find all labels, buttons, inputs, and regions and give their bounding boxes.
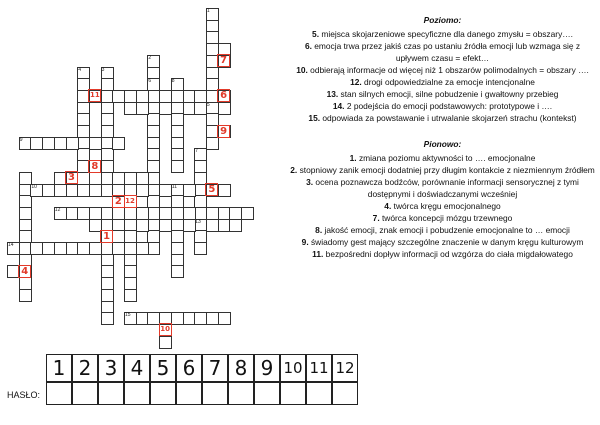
- crossword-cell[interactable]: [66, 137, 79, 150]
- clue-start-number: 11: [171, 183, 177, 190]
- clue-start-number: 7: [195, 148, 198, 155]
- clue-text: ocena poznawcza bodźców, porównanie informacji sensorycznej z tymi dostępnymi i doświadczanymi wcześniej: [313, 177, 579, 199]
- clue-number: 14.: [332, 101, 345, 111]
- crossword-cell[interactable]: [194, 102, 207, 115]
- password-letter-marker: 11: [88, 89, 101, 102]
- crossword-cell[interactable]: [136, 184, 149, 197]
- crossword-cell[interactable]: [124, 289, 137, 302]
- across-clue: [290, 76, 595, 88]
- password-letter-box[interactable]: [202, 382, 228, 405]
- password-number: 7: [202, 354, 228, 382]
- password-number: 8: [228, 354, 254, 382]
- password-letter-box[interactable]: [176, 382, 202, 405]
- clue-text: twórca koncepcji mózgu trzewnego: [379, 213, 513, 223]
- crossword-cell[interactable]: [218, 184, 231, 197]
- clue-text: świadomy gest mający szczególne znaczenie w danym kręgu kulturowym: [308, 237, 584, 247]
- password-letter-box[interactable]: [98, 382, 124, 405]
- crossword-cell[interactable]: [159, 184, 172, 197]
- crossword-cell[interactable]: [171, 265, 184, 278]
- password-letter-marker: 6: [217, 89, 230, 102]
- down-clue: [290, 212, 595, 224]
- clue-number: 10.: [296, 65, 308, 75]
- clue-start-number: 9: [19, 136, 23, 143]
- clue-start-number: 2: [148, 54, 152, 61]
- password-letter-box[interactable]: [46, 382, 72, 405]
- password-letter-marker: 8: [88, 160, 101, 173]
- password-letter-marker: 7: [217, 54, 230, 67]
- clue-number: 7.: [372, 213, 380, 223]
- password-number: 10: [280, 354, 306, 382]
- clue-number: 4.: [384, 201, 392, 211]
- password-letter-box[interactable]: [306, 382, 332, 405]
- clue-number: 8.: [315, 225, 323, 235]
- password-letter-marker: 3: [65, 171, 78, 184]
- across-clue: [290, 100, 595, 112]
- password-letter-marker: 2: [112, 195, 125, 208]
- password-letter-box[interactable]: [228, 382, 254, 405]
- clue-number: 13.: [326, 89, 339, 99]
- clue-text: miejsca skojarzeniowe specyficzne dla danego zmysłu = obszary….: [319, 29, 573, 39]
- crossword-cell[interactable]: [136, 219, 149, 232]
- clue-start-number: 14: [8, 242, 14, 248]
- password-letter-marker: 10: [159, 323, 172, 336]
- crossword-cell[interactable]: [159, 219, 172, 232]
- across-clues: [290, 28, 595, 124]
- crossword-cell[interactable]: [241, 207, 254, 220]
- clue-number: 9.: [301, 237, 309, 247]
- password-number: 12: [332, 354, 358, 382]
- clue-start-number: 3: [101, 66, 105, 73]
- password-letter-marker: 4: [18, 265, 31, 278]
- password-number: 2: [72, 354, 98, 382]
- crossword-cell[interactable]: [89, 242, 102, 255]
- down-clue: [290, 224, 595, 236]
- crossword-cell[interactable]: [171, 160, 184, 173]
- clue-text: stan silnych emocji, silne pobudzenie i gwałtowny przebieg: [338, 89, 559, 99]
- password-number: 6: [176, 354, 202, 382]
- password-number: 11: [306, 354, 332, 382]
- across-clue: [290, 112, 595, 124]
- clue-number: 1.: [349, 153, 357, 163]
- crossword-cell[interactable]: [183, 219, 196, 232]
- password-number: 9: [254, 354, 280, 382]
- clue-start-number: 1: [206, 8, 210, 14]
- clues-panel: [290, 14, 595, 260]
- down-clue: [290, 176, 595, 200]
- across-clue: [290, 64, 595, 76]
- crossword-cell[interactable]: [159, 102, 172, 115]
- crossword-cell[interactable]: [206, 137, 219, 150]
- down-clue: [290, 200, 595, 212]
- clue-number: 12.: [350, 77, 362, 87]
- password-letter-box[interactable]: [254, 382, 280, 405]
- clue-number: 11.: [312, 249, 324, 259]
- clue-start-number: 5: [206, 101, 210, 108]
- crossword-cell[interactable]: [101, 312, 114, 325]
- clue-text: odpowiada za powstawanie i utrwalanie skojarzeń strachu (kontekst): [320, 113, 577, 123]
- password-number: 4: [124, 354, 150, 382]
- clue-start-number: 8: [171, 78, 175, 85]
- crossword-cell[interactable]: [89, 137, 102, 150]
- password-letter-box[interactable]: [124, 382, 150, 405]
- crossword-cell[interactable]: [112, 242, 125, 255]
- across-clue: [290, 28, 595, 40]
- down-clue: [290, 248, 595, 260]
- clue-text: 2 podejścia do emocji podstawowych: prototypowe i ….: [344, 101, 553, 111]
- clue-text: emocja trwa przez jakiś czas po ustaniu źródła emocji lub wzmaga się z upływem czasu = efekt…: [311, 41, 581, 63]
- down-clue: [290, 236, 595, 248]
- crossword-cell[interactable]: [112, 137, 125, 150]
- crossword-cell[interactable]: [194, 242, 207, 255]
- clue-start-number: 13: [195, 218, 201, 225]
- down-clue: [290, 164, 595, 176]
- clue-text: twórca kręgu emocjonalnego: [391, 201, 501, 211]
- password-letter-box[interactable]: [150, 382, 176, 405]
- clue-text: drogi odpowiedzialne za emocje intencjonalne: [361, 77, 535, 87]
- crossword-cell[interactable]: [183, 184, 196, 197]
- password-number: 1: [46, 354, 72, 382]
- clue-text: jakość emocji, znak emocji i pobudzenie emocjonalne to … emocji: [322, 225, 570, 235]
- password-number: 5: [150, 354, 176, 382]
- clue-text: odbierają informacje od więcej niż 1 obszarów polimodalnych = obszary ….: [307, 65, 589, 75]
- clue-number: 3.: [306, 177, 314, 187]
- password-letter-box[interactable]: [332, 382, 358, 405]
- across-clue: [290, 40, 595, 64]
- clue-text: bezpośredni dopływ informacji od wzgórza do ciała migdałowatego: [323, 249, 573, 259]
- crossword-cell[interactable]: [147, 242, 160, 255]
- clue-number: 15.: [308, 113, 321, 123]
- password-letter-box[interactable]: [72, 382, 98, 405]
- clue-text: zmiana poziomu aktywności to …. emocjonalne: [356, 153, 536, 163]
- crossword-cell[interactable]: [218, 102, 231, 115]
- clue-number: 2.: [290, 165, 298, 175]
- clue-start-number: 15: [125, 312, 131, 319]
- clue-text: stopniowy zanik emocji dodatniej przy długim kontakcie z niezmiennym źródłem: [297, 165, 595, 175]
- password-letter-marker: 9: [217, 125, 230, 138]
- across-heading: Poziomo:: [423, 15, 462, 25]
- password-letter-marker: 12: [124, 195, 137, 208]
- across-clue: [290, 88, 595, 100]
- password-number: 3: [98, 354, 124, 382]
- down-clues: [290, 152, 595, 260]
- clue-start-number: 10: [31, 183, 37, 190]
- crossword-cell[interactable]: [136, 102, 149, 115]
- clue-start-number: 12: [54, 206, 61, 213]
- clue-start-number: 4: [78, 66, 81, 73]
- crossword-cell[interactable]: [218, 312, 231, 325]
- crossword-cell[interactable]: [136, 242, 149, 255]
- password-letter-box[interactable]: [280, 382, 306, 405]
- clue-number: 5.: [312, 29, 320, 39]
- password-letter-marker: 5: [205, 183, 218, 196]
- password-label: HASŁO:: [7, 390, 41, 400]
- down-heading: Pionowo:: [423, 139, 462, 149]
- password-letter-marker: 1: [100, 230, 113, 243]
- crossword-cell[interactable]: [159, 336, 172, 349]
- clue-start-number: 6: [148, 78, 152, 85]
- clue-number: 6.: [304, 41, 312, 51]
- password-section: [0, 348, 600, 425]
- crossword-cell[interactable]: [229, 219, 242, 232]
- down-clue: [290, 152, 595, 164]
- crossword-cell[interactable]: [19, 289, 32, 302]
